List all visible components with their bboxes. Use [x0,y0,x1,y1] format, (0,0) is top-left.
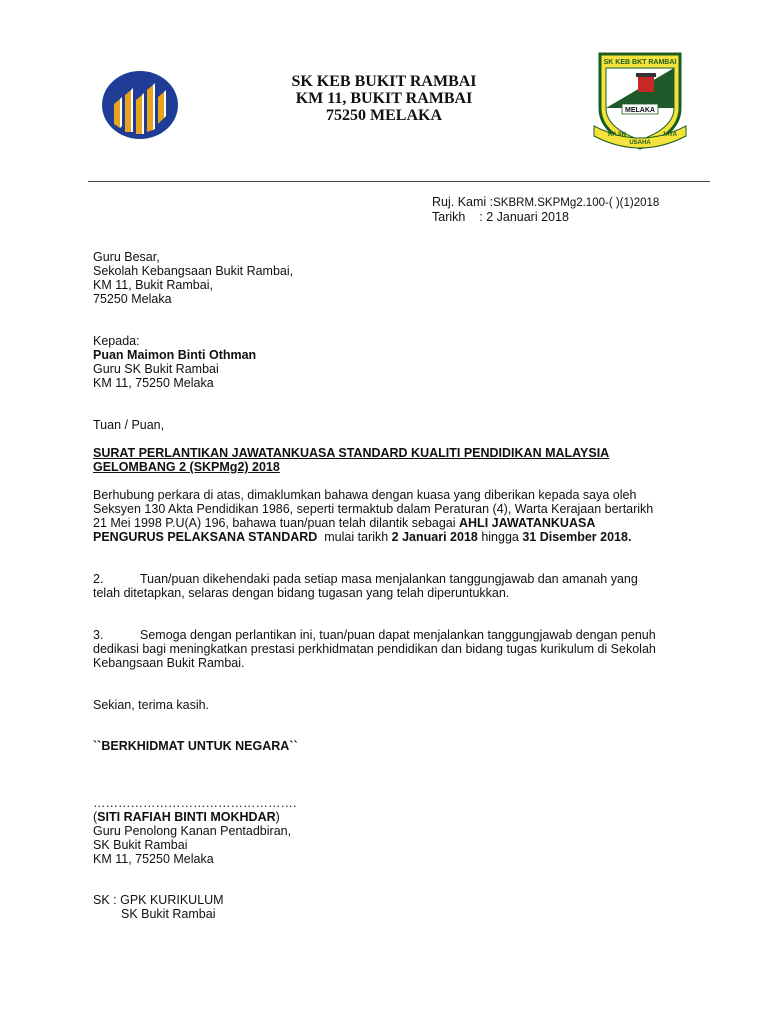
recipient-name: Puan Maimon Binti Othman [93,348,257,362]
crest-motto-mid: USAHA [629,140,651,146]
subject-line: GELOMBANG 2 (SKPMg2) 2018 [93,460,280,474]
crest-motto-left: RAJIN [608,132,627,138]
header-divider [88,181,710,182]
recipient-line: KM 11, 75250 Melaka [93,376,214,390]
para2-line: Tuan/puan dikehendaki pada setiap masa menjalankan tanggungjawab dan amanah yang [140,572,638,586]
signatory-title: Guru Penolong Kanan Pentadbiran, [93,824,292,838]
date-label: Tarikh [432,210,466,224]
ruj-value: SKBRM.SKPMg2.100-( )(1)2018 [493,197,660,209]
signature-dots: …………………………………………. [93,796,297,810]
recipient-label: Kepada: [93,334,140,348]
sender-line: 75250 Melaka [93,292,172,306]
para3-line: Kebangsaan Bukit Rambai. [93,656,245,670]
signature-block [93,796,296,866]
sig-paren: ) [275,810,280,824]
para1-bold: 31 Disember 2018. [522,530,632,544]
para1-line: Seksyen 130 Akta Pendidikan 1986, seperti termaktub dalam Peraturan (4), Warta Kerajaan bertarikh [93,502,654,516]
sender-line: KM 11, Bukit Rambai, [93,278,213,292]
para1-bold: PENGURUS PELAKSANA STANDARD [93,530,318,544]
reference-block [432,195,659,224]
school-crest [592,50,688,152]
crest-top-text: SK KEB BKT RAMBAI [603,59,677,66]
paragraph-3 [93,628,656,670]
signatory-name: SITI RAFIAH BINTI MOKHDAR [97,810,276,824]
motto: ``BERKHIDMAT UNTUK NEGARA`` [93,739,298,753]
cc-line: SK : GPK KURIKULUM [93,893,224,907]
date-value: : 2 Januari 2018 [479,210,569,224]
para3-line: dedikasi bagi meningkatkan prestasi perkhidmatan pendidikan dan bidang tugas kurikulum di Sekolah [93,642,656,656]
recipient-block [93,334,256,390]
para1-bold: AHLI JAWATANKUASA [459,516,596,530]
recipient-line: Guru SK Bukit Rambai [93,362,219,376]
signatory-school: SK Bukit Rambai [93,838,188,852]
crest-ribbon-text: MELAKA [625,107,655,114]
para2-number: 2. [93,572,104,586]
sender-address [93,250,293,306]
para3-line: Semoga dengan perlantikan ini, tuan/puan dapat menjalankan tanggungjawab dengan penuh [140,628,656,642]
closing: Sekian, terima kasih. [93,698,210,712]
cc-line: SK Bukit Rambai [121,907,216,921]
sig-paren: ( [93,810,98,824]
para1-line: Berhubung perkara di atas, dimaklumkan bahawa dengan kuasa yang diberikan kepada saya oleh [93,488,637,502]
para1-bold: 2 Januari 2018 [391,530,478,544]
subject [93,446,609,474]
para1-text: mulai tarikh [317,530,392,544]
crest-motto-right: JAYA [662,132,677,138]
para2-line: telah ditetapkan, selaras dengan bidang tugasan yang telah diperuntukkan. [93,586,510,600]
salutation: Tuan / Puan, [93,418,165,432]
subject-line: SURAT PERLANTIKAN JAWATANKUASA STANDARD KUALITI PENDIDIKAN MALAYSIA [93,446,610,460]
sender-line: Sekolah Kebangsaan Bukit Rambai, [93,264,294,278]
school-postcode: 75250 MELAKA [326,107,442,124]
cc-block [93,893,224,921]
paragraph-2 [93,572,638,600]
para1-text: 21 Mei 1998 P.U(A) 196, bahawa tuan/puan telah dilantik sebagai [93,516,459,530]
para3-number: 3. [93,628,104,642]
school-name: SK KEB BUKIT RAMBAI [291,73,477,90]
para1-text: hingga [477,530,523,544]
school-address: KM 11, BUKIT RAMBAI [295,90,473,107]
sender-line: Guru Besar, [93,250,160,264]
signatory-address: KM 11, 75250 Melaka [93,852,214,866]
ruj-label: Ruj. Kami : [432,195,494,209]
paragraph-1 [93,488,653,544]
